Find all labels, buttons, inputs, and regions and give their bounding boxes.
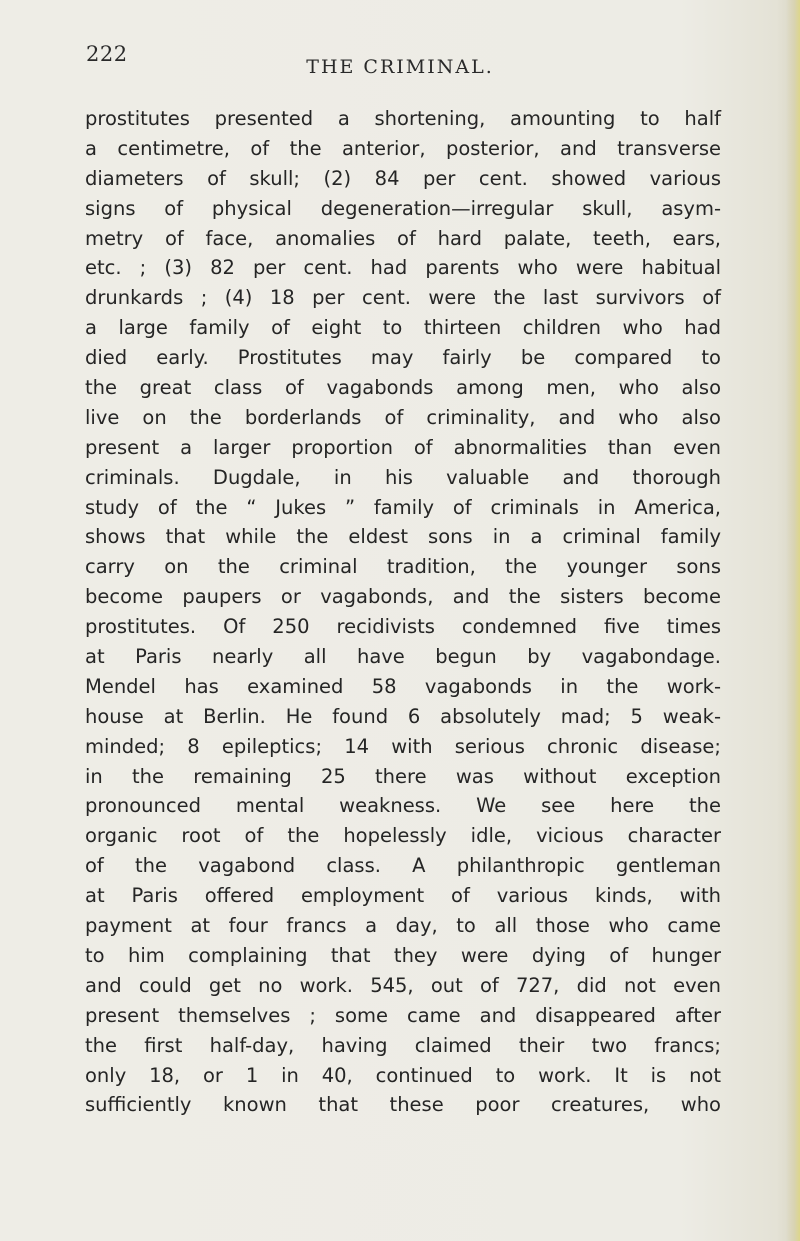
text-line: prostitutes presented a shortening, amounting to half [85, 107, 721, 130]
text-line: died early. Prostitutes may fairly be compared to [85, 346, 721, 370]
text-line: shows that while the eldest sons in a criminal family [85, 525, 721, 549]
text-line: a centimetre, of the anterior, posterior, and transverse [85, 136, 721, 160]
text-line: become paupers or vagabonds, and the sisters become [85, 585, 721, 609]
text-line: and could get no work. 545, out of 727, did not even [85, 973, 721, 997]
text-line: study of the “ Jukes ” family of criminals in America, [85, 495, 721, 519]
text-line: house at Berlin. He found 6 absolutely mad; 5 weak- [85, 704, 721, 728]
text-line: the first half-day, having claimed their two francs; [85, 1033, 721, 1057]
text-line: metry of face, anomalies of hard palate, teeth, ears, [85, 226, 721, 250]
text-line: pronounced mental weakness. We see here the [85, 794, 721, 818]
text-line: sufficiently known that these poor creatures, who [85, 1093, 721, 1117]
page-edge-shadow [786, 0, 800, 1241]
body-text [85, 104, 721, 1120]
text-line: carry on the criminal tradition, the younger sons [85, 555, 721, 579]
text-line: the great class of vagabonds among men, who also [85, 376, 721, 400]
text-line: drunkards ; (4) 18 per cent. were the last survivors of [85, 286, 721, 310]
text-line: etc. ; (3) 82 per cent. had parents who were habitual [85, 256, 721, 280]
text-line: to him complaining that they were dying of hunger [85, 943, 721, 967]
text-line: a large family of eight to thirteen children who had [85, 316, 721, 340]
page-number: 222 [86, 42, 128, 66]
text-line: live on the borderlands of criminality, and who also [85, 405, 721, 429]
text-line: prostitutes. Of 250 recidivists condemned five times [85, 615, 721, 639]
text-line: at Paris offered employment of various kinds, with [85, 884, 721, 908]
text-line: at Paris nearly all have begun by vagabondage. [85, 645, 721, 669]
text-line: signs of physical degeneration—irregular skull, asym- [85, 196, 721, 220]
text-line: present a larger proportion of abnormalities than even [85, 435, 721, 459]
text-line: criminals. Dugdale, in his valuable and thorough [85, 465, 721, 489]
text-line: only 18, or 1 in 40, continued to work. It is not [85, 1063, 721, 1087]
text-line: Mendel has examined 58 vagabonds in the work- [85, 674, 721, 698]
text-line: of the vagabond class. A philanthropic gentleman [85, 854, 721, 878]
running-title: THE CRIMINAL. [306, 56, 494, 78]
text-line: organic root of the hopelessly idle, vicious character [85, 824, 721, 848]
text-line: minded; 8 epileptics; 14 with serious chronic disease; [85, 734, 721, 758]
text-line: diameters of skull; (2) 84 per cent. showed various [85, 166, 721, 190]
text-line: in the remaining 25 there was without exception [85, 764, 721, 788]
text-line: payment at four francs a day, to all those who came [85, 914, 721, 938]
text-line: present themselves ; some came and disappeared after [85, 1003, 721, 1027]
